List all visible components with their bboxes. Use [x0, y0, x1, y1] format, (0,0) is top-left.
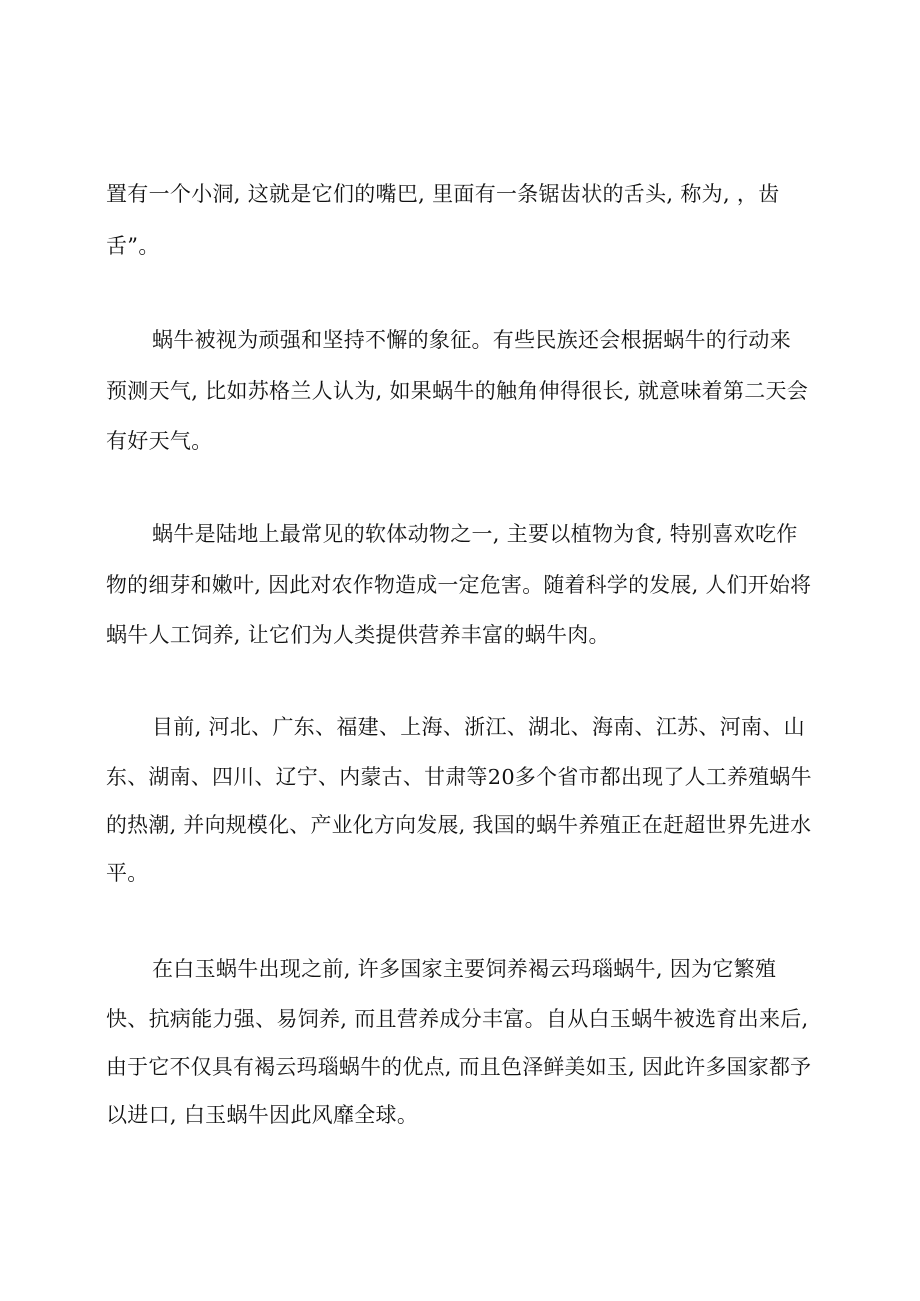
- paragraph-4-line-3: 的热潮, 并向规模化、产业化方向发展, 我国的蜗牛养殖正在赶超世界先进水: [106, 813, 812, 837]
- paragraph-2-line-2: 预测天气, 比如苏格兰人认为, 如果蜗牛的触角伸得很长, 就意味着第二天会: [106, 379, 809, 403]
- paragraph-1-line-1: 置有一个小洞, 这就是它们的嘴巴, 里面有一条锯齿状的舌头, 称为, ，齿: [106, 182, 780, 206]
- paragraph-4-line-2: 东、湖南、四川、辽宁、内蒙古、甘肃等20多个省市都出现了人工养殖蜗牛: [106, 765, 812, 789]
- paragraph-3-line-2: 物的细芽和嫩叶, 因此对农作物造成一定危害。随着科学的发展, 人们开始将: [106, 573, 812, 597]
- paragraph-2-line-3: 有好天气。: [106, 429, 213, 453]
- paragraph-5-line-3: 由于它不仅具有褐云玛瑙蜗牛的优点, 而且色泽鲜美如玉, 因此许多国家都予: [106, 1055, 812, 1079]
- paragraph-5-line-4: 以进口, 白玉蜗牛因此风靡全球。: [106, 1103, 419, 1127]
- paragraph-1-line-2: 舌”。: [106, 234, 160, 258]
- paragraph-5-line-2: 快、抗病能力强、易饲养, 而且营养成分丰富。自从白玉蜗牛被选育出来后,: [106, 1007, 809, 1031]
- paragraph-3-line-1: 蜗牛是陆地上最常见的软体动物之一, 主要以植物为食, 特别喜欢吃作: [152, 522, 798, 546]
- paragraph-2-line-1: 蜗牛被视为顽强和坚持不懈的象征。有些民族还会根据蜗牛的行动来: [152, 328, 791, 352]
- paragraph-3-line-3: 蜗牛人工饲养, 让它们为人类提供营养丰富的蜗牛肉。: [106, 623, 610, 647]
- paragraph-4-line-1: 目前, 河北、广东、福建、上海、浙江、湖北、海南、江苏、河南、山: [152, 715, 805, 739]
- paragraph-4-line-4: 平。: [106, 861, 149, 885]
- paragraph-5-line-1: 在白玉蜗牛出现之前, 许多国家主要饲养褐云玛瑙蜗牛, 因为它繁殖: [152, 957, 777, 981]
